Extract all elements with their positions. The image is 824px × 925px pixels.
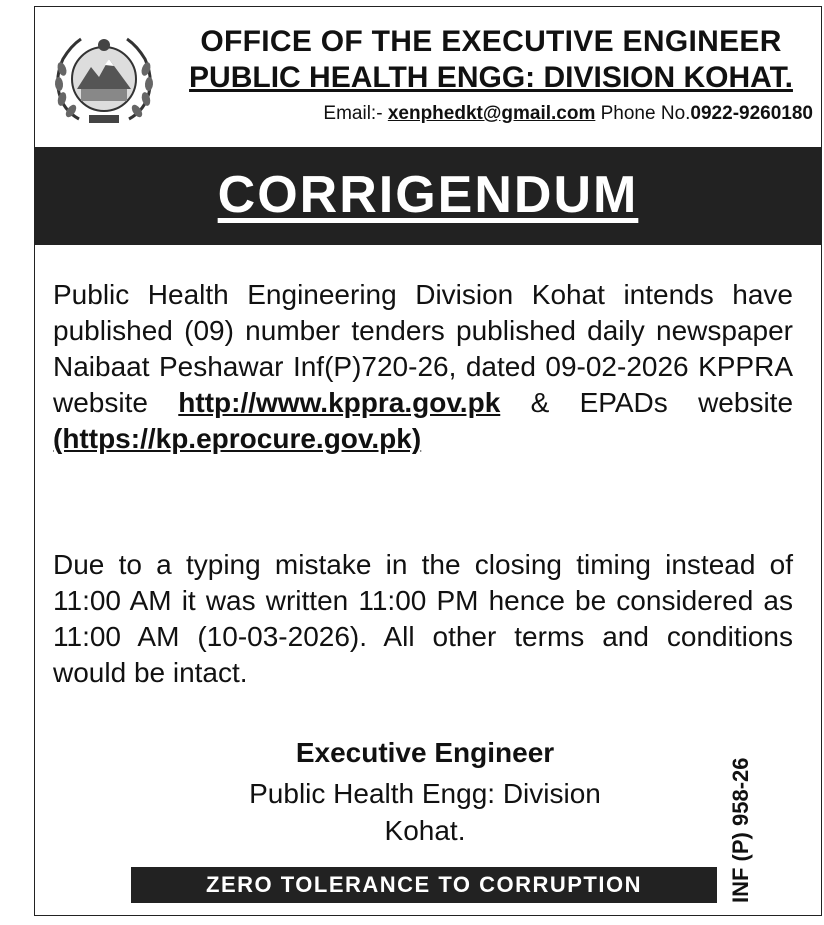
signature-place: Kohat. [384,815,466,846]
corrigendum-banner [35,147,821,245]
correction-paragraph: Due to a typing mistake in the closing timing instead of 11:00 AM it was written 11:00 PM hence be considered as 11:00 AM (10-03-2026). All other terms and conditions would be intact. [53,549,793,688]
notice-header [35,7,821,141]
division-title: PUBLIC HEALTH ENGG: DIVISION KOHAT. [189,61,793,94]
notice-frame [34,6,822,916]
signature-office: Public Health Engg: Division [249,778,601,809]
contact-line [173,103,813,125]
kp-government-emblem-icon [49,29,159,129]
kppra-link[interactable]: http://www.kppra.gov.pk [178,387,501,418]
phone-number: 0922-9260180 [690,103,813,124]
email-label: Email:- [323,103,383,124]
corrigendum-heading: CORRIGENDUM [217,166,639,224]
tender-paragraph [53,277,793,457]
zero-tolerance-banner: ZERO TOLERANCE TO CORRUPTION [131,867,717,903]
epads-text: & EPADs website [530,387,794,418]
email-link[interactable]: xenphedkt@gmail.com [387,103,596,124]
tender-text: Public Health Engineering Division Kohat intends have published (09) number tenders published daily newspaper Naibaat Peshawar Inf(P)720-26, dated 09-02-2026 KPPRA website [53,279,793,418]
inf-reference: INF (P) 958-26 [728,757,753,903]
signature-designation: Executive Engineer [295,737,555,768]
office-title: OFFICE OF THE EXECUTIVE ENGINEER [200,25,782,58]
phone-label: Phone No. [600,103,691,124]
eprocure-link[interactable]: (https://kp.eprocure.gov.pk) [53,423,422,454]
